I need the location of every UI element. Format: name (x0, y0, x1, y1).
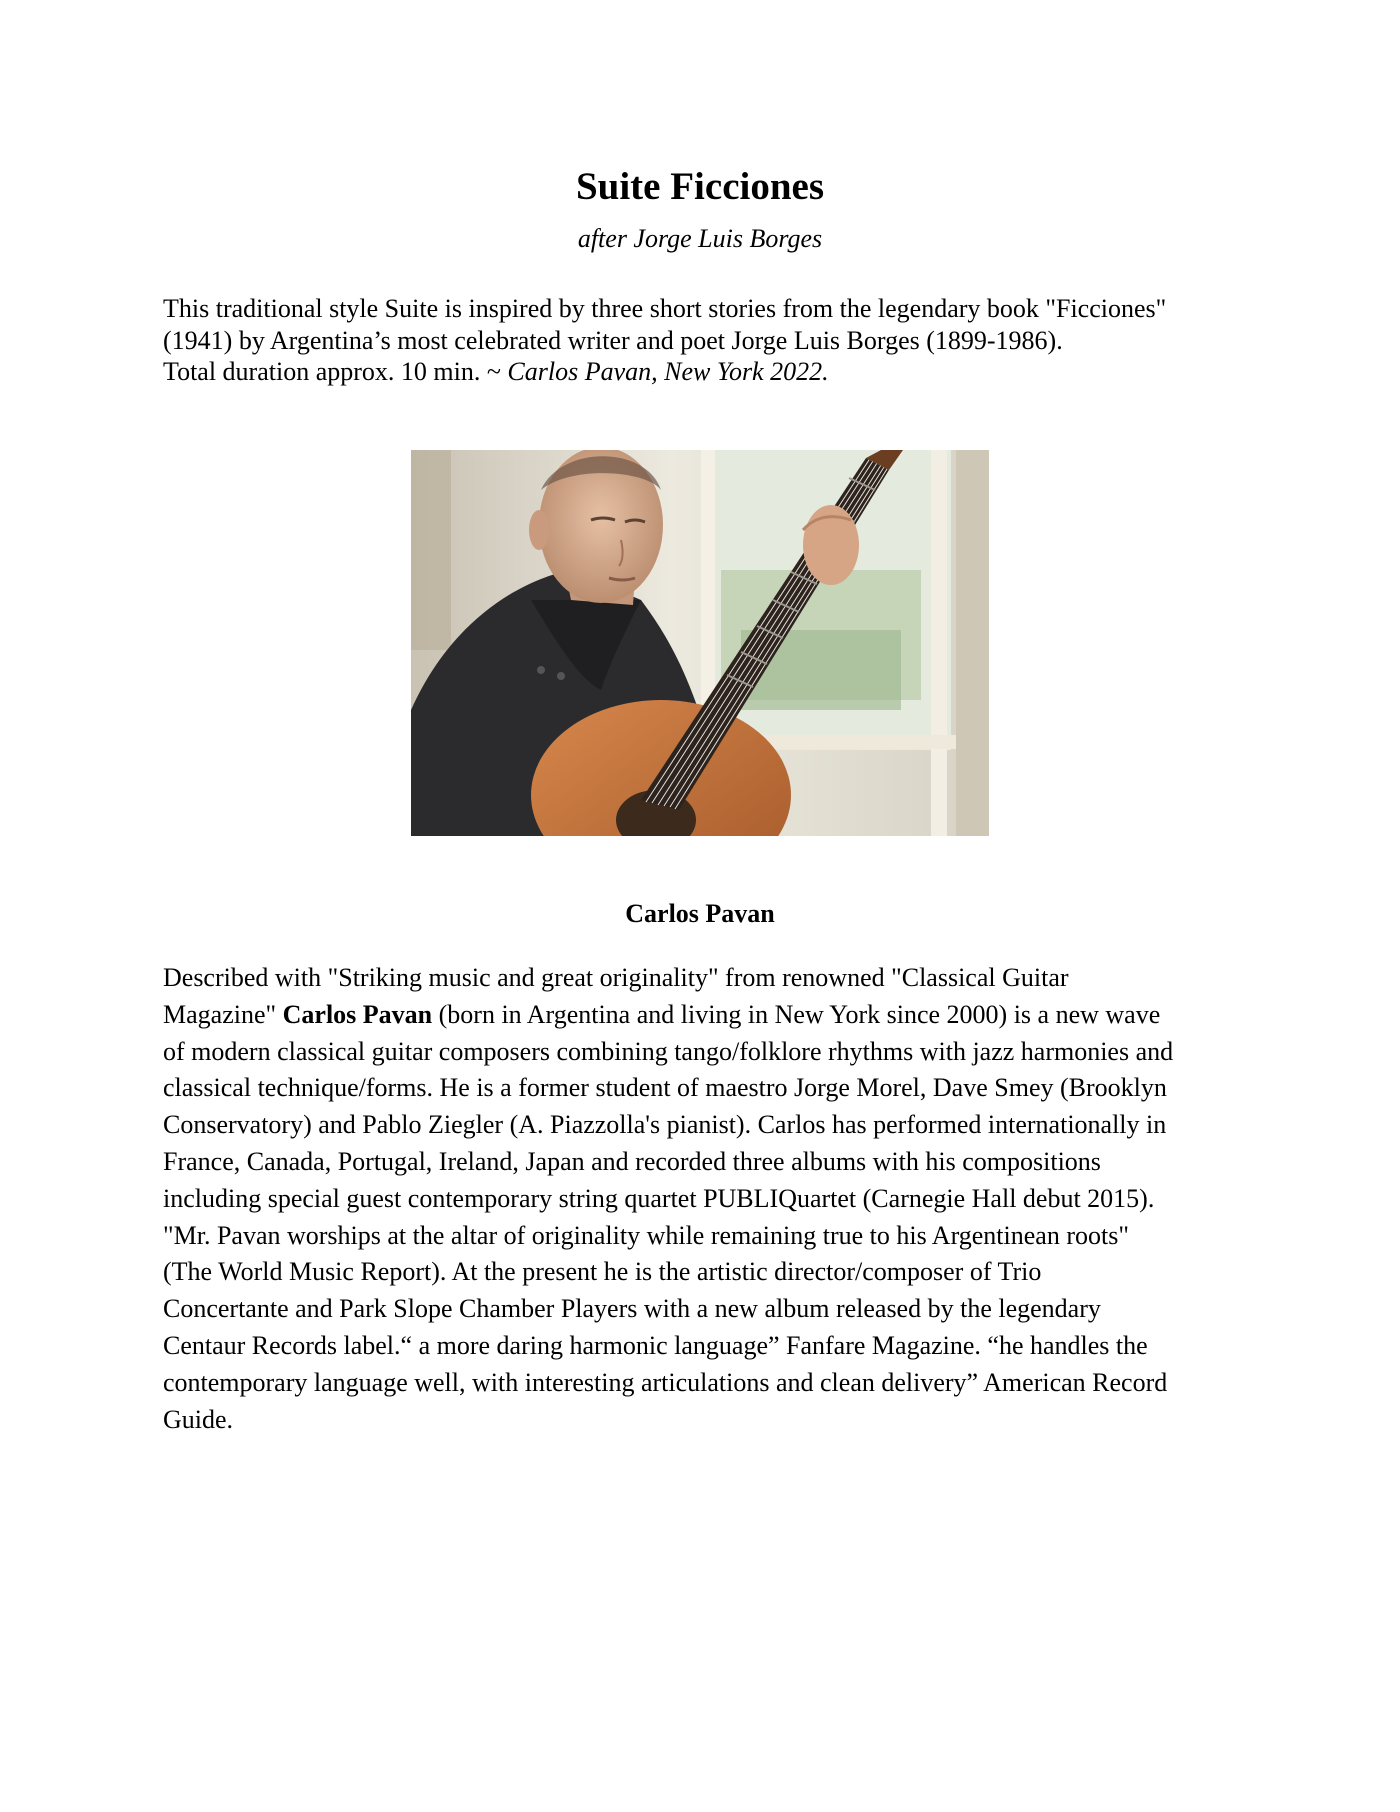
intro-line: (1941) by Argentina’s most celebrated writer and poet Jorge Luis Borges (1899-1986). (163, 325, 1063, 355)
bio-line: Guide. (163, 1404, 234, 1434)
bio-line: France, Canada, Portugal, Ireland, Japan and recorded three albums with his compositions (163, 1146, 1101, 1176)
bio-composer-name: Carlos Pavan (282, 999, 433, 1029)
bio-line (163, 997, 1263, 1034)
bio-line: including special guest contemporary string quartet PUBLIQuartet (Carnegie Hall debut 2015). (163, 1183, 1155, 1213)
bio-line: classical technique/forms. He is a former student of maestro Jorge Morel, Dave Smey (Brooklyn (163, 1073, 1167, 1103)
bio-line: contemporary language well, with interesting articulations and clean delivery” American Record (163, 1367, 1168, 1397)
bio-text: Magazine" (163, 999, 283, 1029)
bio-line: Described with "Striking music and great originality" from renowned "Classical Guitar (163, 963, 1069, 992)
bio-line: "Mr. Pavan worships at the altar of originality while remaining true to his Argentinean roots" (163, 1220, 1129, 1250)
bio-text: (born in Argentina and living in New York since 2000) is a new wave (432, 999, 1161, 1029)
bio-paragraph (163, 960, 1263, 1438)
bio-line: Centaur Records label.“ a more daring harmonic language” Fanfare Magazine. “he handles the (163, 1330, 1148, 1360)
intro-line (163, 356, 1253, 388)
bio-line: of modern classical guitar composers combining tango/folklore rhythms with jazz harmonies and (163, 1036, 1174, 1066)
intro-paragraph (163, 293, 1253, 388)
bio-line: (The World Music Report). At the present he is the artistic director/composer of Trio (163, 1257, 1042, 1287)
bio-line: Concertante and Park Slope Chamber Players with a new album released by the legendary (163, 1294, 1101, 1324)
bio-line: Conservatory) and Pablo Ziegler (A. Piazzolla's pianist). Carlos has performed internationally in (163, 1110, 1167, 1140)
intro-signature: Carlos Pavan, New York 2022. (507, 357, 829, 386)
intro-line: This traditional style Suite is inspired by three short stories from the legendary book "Ficciones" (163, 294, 1167, 323)
document-subtitle: after Jorge Luis Borges (577, 224, 823, 253)
intro-duration: Total duration approx. 10 min. ~ (163, 357, 508, 386)
composer-heading: Carlos Pavan (625, 899, 775, 928)
document-title: Suite Ficciones (575, 165, 825, 208)
guitarist-photo (411, 450, 989, 836)
